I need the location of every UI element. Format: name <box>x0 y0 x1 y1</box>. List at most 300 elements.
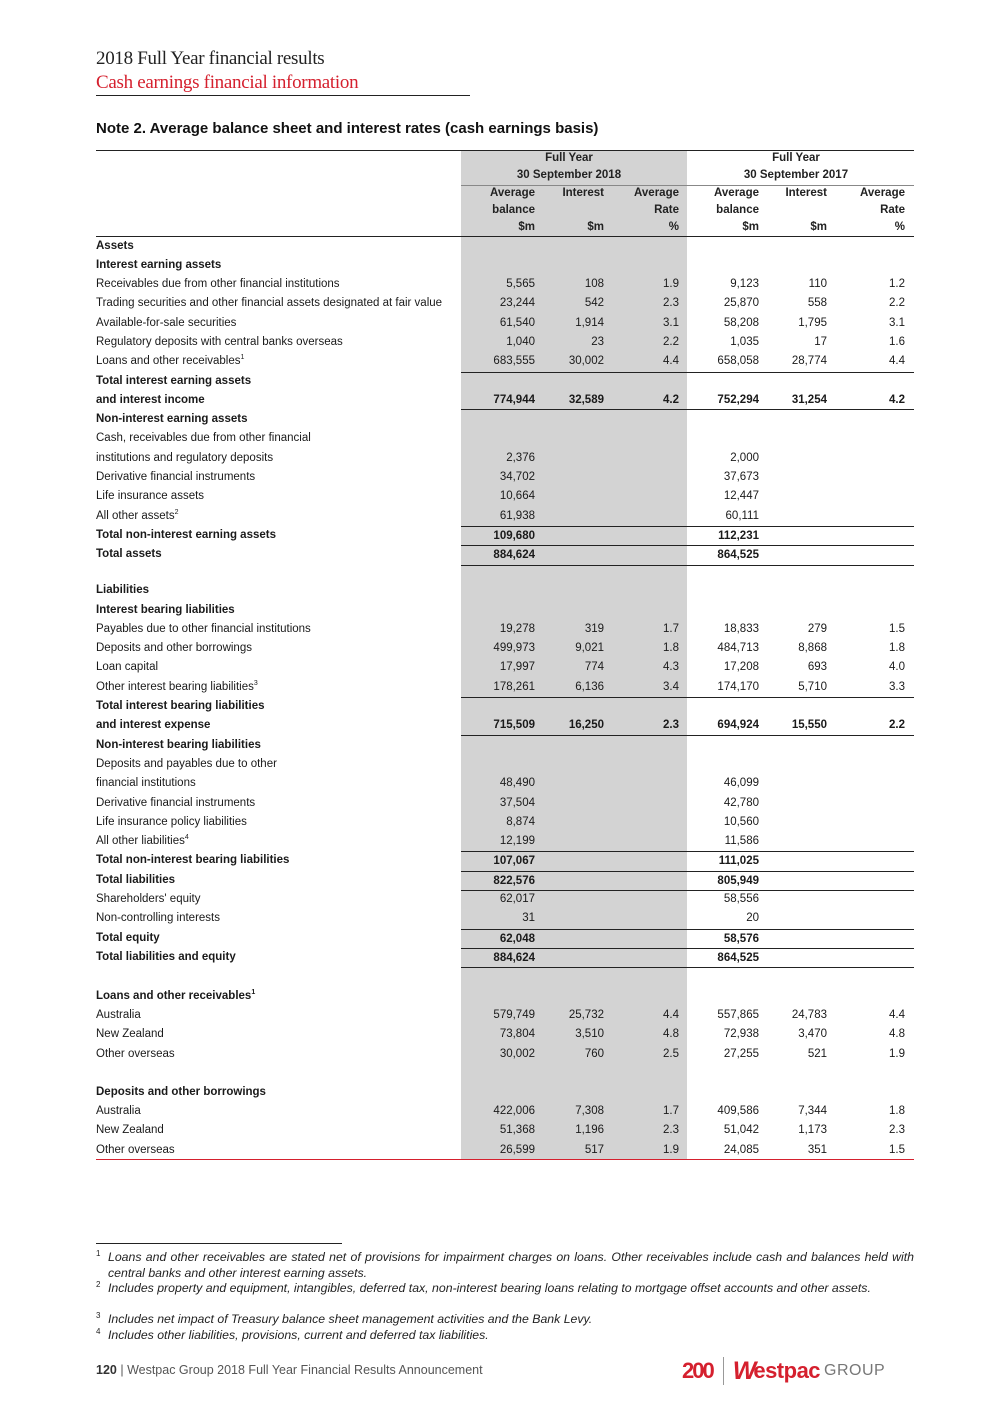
value-cell-col4: 58,556 <box>723 892 759 905</box>
value-cell-col6 <box>832 929 914 948</box>
column-header-4-line3: $m <box>742 221 759 233</box>
row-label <box>96 1025 461 1044</box>
period-2018-line2: 30 September 2018 <box>516 169 622 181</box>
value-cell-col3 <box>609 237 687 256</box>
value-cell-col6: 1.8 <box>889 1105 905 1118</box>
value-cell-col3 <box>609 468 687 487</box>
value-cell-col5 <box>764 526 832 545</box>
row-label <box>96 755 461 774</box>
value-cell-col6 <box>832 507 914 526</box>
period-header-rule <box>461 185 914 186</box>
row-label <box>96 1141 461 1160</box>
value-cell-col4 <box>687 256 764 275</box>
value-cell-col4 <box>687 601 764 620</box>
row-label <box>96 1006 461 1025</box>
footnote-ref: 1 <box>251 988 256 996</box>
value-cell-col1: 2,376 <box>506 451 535 464</box>
value-cell-col1 <box>461 372 540 391</box>
value-cell-col2 <box>540 1083 609 1102</box>
table-row <box>96 1006 914 1025</box>
value-cell-col3: 3.1 <box>663 316 679 329</box>
value-cell-col1: 822,576 <box>461 871 540 891</box>
value-cell-col3 <box>609 794 687 813</box>
column-header-6-line1: Average <box>860 187 905 199</box>
table-row <box>96 774 914 793</box>
row-label <box>96 697 461 716</box>
value-cell-col1: 37,504 <box>499 796 535 809</box>
value-cell-col2: 760 <box>584 1047 604 1060</box>
page-footer <box>96 1363 483 1377</box>
value-cell-col6: 1.2 <box>889 278 905 291</box>
row-label-text: Total non-interest bearing liabilities <box>96 854 290 867</box>
value-cell-col6: 1.5 <box>889 622 905 635</box>
value-cell-col4: 9,123 <box>730 278 759 291</box>
value-cell-col3: 3.4 <box>663 680 679 693</box>
row-label <box>96 736 461 755</box>
row-label-text: Trading securities and other financial assets designated at fair value <box>96 297 443 310</box>
footnote-text: Loans and other receivables are stated net of provisions for impairment charges on loans. Other receivables include cash and balances held with central banks and other interest earning assets. <box>108 1250 914 1280</box>
footnote-number: 3 <box>96 1311 101 1320</box>
value-cell-col5 <box>764 929 832 948</box>
row-label-text: Derivative financial instruments <box>96 796 256 809</box>
value-cell-col4: 72,938 <box>723 1028 759 1041</box>
footnote-text: Includes property and equipment, intangibles, deferred tax, non-interest bearing loans relating to mortgage offset accounts and other assets. <box>108 1281 871 1295</box>
value-cell-col5 <box>764 813 832 832</box>
row-label <box>96 429 461 448</box>
value-cell-col2: 1,914 <box>575 316 604 329</box>
column-header-5-line3: $m <box>810 221 827 233</box>
row-label-text: All other assets <box>96 509 175 522</box>
value-cell-col6: 4.4 <box>889 355 905 368</box>
value-cell-col6 <box>832 526 914 545</box>
value-cell-col5: 17 <box>814 335 827 348</box>
row-label <box>96 678 461 697</box>
row-label <box>96 620 461 639</box>
value-cell-col4 <box>687 372 764 391</box>
value-cell-col4: 2,000 <box>730 451 759 464</box>
row-label-text: Total interest earning assets <box>96 374 252 387</box>
value-cell-col5: 351 <box>807 1143 827 1156</box>
value-cell-col6: 3.1 <box>889 316 905 329</box>
value-cell-col1: 26,599 <box>499 1143 535 1156</box>
value-cell-col3: 2.5 <box>663 1047 679 1060</box>
table-section-row <box>96 929 914 948</box>
value-cell-col2 <box>540 890 609 909</box>
value-cell-col1: 30,002 <box>499 1047 535 1060</box>
row-label <box>96 294 461 313</box>
value-cell-col1: 5,565 <box>506 278 535 291</box>
table-row <box>96 1121 914 1140</box>
value-cell-col6: 1.8 <box>889 642 905 655</box>
value-cell-col3 <box>609 410 687 429</box>
value-cell-col4: 484,713 <box>717 642 759 655</box>
row-label <box>96 275 461 294</box>
row-label-text: and interest income <box>96 393 205 406</box>
value-cell-col6 <box>832 948 914 968</box>
value-cell-col2: 30,002 <box>568 355 604 368</box>
value-cell-col4: 864,525 <box>687 948 764 968</box>
value-cell-col4: 37,673 <box>723 471 759 484</box>
row-label-text: Regulatory deposits with central banks overseas <box>96 335 343 348</box>
value-cell-col5 <box>764 429 832 448</box>
row-label-text: Deposits and payables due to other <box>96 757 277 770</box>
value-cell-col3: 4.4 <box>663 1009 679 1022</box>
value-cell-col2: 6,136 <box>575 680 604 693</box>
value-cell-col5: 521 <box>807 1047 827 1060</box>
value-cell-col2: 774 <box>584 661 604 674</box>
value-cell-col2 <box>540 581 609 600</box>
period-2017-line1: Full Year <box>772 152 820 164</box>
column-header-3-line1: Average <box>634 187 679 199</box>
value-cell-col4: 42,780 <box>723 796 759 809</box>
value-cell-col3: 1.8 <box>663 642 679 655</box>
value-cell-col4 <box>687 410 764 429</box>
value-cell-col2: 542 <box>584 297 604 310</box>
value-cell-col6: 1.5 <box>889 1143 905 1156</box>
page-number: 120 <box>96 1363 117 1377</box>
value-cell-col4: 20 <box>746 912 759 925</box>
value-cell-col5 <box>764 948 832 968</box>
value-cell-col1: 1,040 <box>506 335 535 348</box>
value-cell-col2 <box>540 736 609 755</box>
table-row <box>96 678 914 697</box>
footnote-text: Includes net impact of Treasury balance sheet management activities and the Bank Levy. <box>108 1312 593 1326</box>
value-cell-col1: 61,938 <box>499 509 535 522</box>
value-cell-col4: 1,035 <box>730 335 759 348</box>
value-cell-col2: 9,021 <box>575 642 604 655</box>
row-label-text: Loans and other receivables <box>96 355 241 368</box>
column-header-2-line3: $m <box>587 221 604 233</box>
row-label <box>96 890 461 909</box>
footnote-4 <box>96 1328 914 1344</box>
table-section-row <box>96 736 914 755</box>
footnote-number: 2 <box>96 1280 101 1289</box>
value-cell-col5 <box>764 545 832 565</box>
value-cell-col2 <box>540 601 609 620</box>
value-cell-col1 <box>461 429 540 448</box>
value-cell-col5: 558 <box>807 297 827 310</box>
row-label <box>96 468 461 487</box>
value-cell-col5: 693 <box>807 661 827 674</box>
value-cell-col3 <box>609 697 687 716</box>
table-row <box>96 1045 914 1064</box>
value-cell-col2: 319 <box>584 622 604 635</box>
value-cell-col1: 8,874 <box>506 815 535 828</box>
row-label <box>96 813 461 832</box>
value-cell-col2 <box>540 929 609 948</box>
value-cell-col2 <box>540 449 609 468</box>
footnote-1 <box>96 1250 914 1281</box>
column-header-3-line3: % <box>668 221 679 233</box>
value-cell-col1: 884,624 <box>461 948 540 968</box>
column-header-5-line1: Interest <box>785 187 827 199</box>
logo-divider <box>723 1357 724 1385</box>
value-cell-col1 <box>461 1083 540 1102</box>
value-cell-col1: 884,624 <box>461 545 540 565</box>
table-bottom-rule <box>96 1159 914 1160</box>
value-cell-col3: 2.3 <box>663 1124 679 1137</box>
value-cell-col2: 32,589 <box>540 391 609 410</box>
row-label <box>96 545 461 565</box>
value-cell-col3 <box>609 813 687 832</box>
value-cell-col3 <box>609 256 687 275</box>
value-cell-col6 <box>832 372 914 391</box>
value-cell-col2 <box>540 948 609 968</box>
value-cell-col6: 1.6 <box>889 335 905 348</box>
value-cell-col1: 48,490 <box>499 777 535 790</box>
table-section-row <box>96 391 914 410</box>
row-label-text: New Zealand <box>96 1124 164 1137</box>
logo-w: W <box>732 1356 754 1385</box>
value-cell-col6: 4.8 <box>889 1028 905 1041</box>
row-label <box>96 832 461 851</box>
table-row <box>96 429 914 448</box>
value-cell-col3 <box>609 774 687 793</box>
value-cell-col5 <box>764 851 832 870</box>
row-label-text: Total liabilities <box>96 873 176 886</box>
value-cell-col6 <box>832 736 914 755</box>
row-label <box>96 794 461 813</box>
table-row <box>96 1102 914 1121</box>
value-cell-col3 <box>609 429 687 448</box>
column-header-4-line2: balance <box>716 204 759 216</box>
value-cell-col3: 4.4 <box>663 355 679 368</box>
value-cell-col5 <box>764 372 832 391</box>
row-label-text: and interest expense <box>96 719 211 732</box>
document-title: 2018 Full Year financial results <box>96 48 325 69</box>
value-cell-col3 <box>609 1083 687 1102</box>
value-cell-col1 <box>461 736 540 755</box>
value-cell-col1 <box>461 410 540 429</box>
row-label <box>96 352 461 371</box>
footnote-ref: 4 <box>184 834 189 842</box>
value-cell-col1: 62,048 <box>461 929 540 948</box>
value-cell-col3 <box>609 736 687 755</box>
row-label-text: Cash, receivables due from other financial <box>96 432 311 445</box>
row-label-text: Shareholders' equity <box>96 892 201 905</box>
row-label-text: Payables due to other financial institutions <box>96 622 311 635</box>
value-cell-col6: 4.2 <box>832 391 914 410</box>
table-row <box>96 620 914 639</box>
column-header-6-line3: % <box>894 221 905 233</box>
value-cell-col1: 51,368 <box>499 1124 535 1137</box>
value-cell-col1: 17,997 <box>499 661 535 674</box>
footnote-number: 1 <box>96 1249 101 1258</box>
value-cell-col2 <box>540 774 609 793</box>
value-cell-col3 <box>609 851 687 870</box>
row-label <box>96 333 461 352</box>
value-cell-col3 <box>609 948 687 968</box>
value-cell-col6 <box>832 487 914 506</box>
value-cell-col1: 73,804 <box>499 1028 535 1041</box>
row-label <box>96 658 461 677</box>
value-cell-col5: 1,173 <box>798 1124 827 1137</box>
value-cell-col5: 3,470 <box>798 1028 827 1041</box>
row-label-text: Life insurance assets <box>96 490 205 503</box>
value-cell-col1: 579,749 <box>493 1009 535 1022</box>
value-cell-col5: 1,795 <box>798 316 827 329</box>
table-section-row <box>96 526 914 545</box>
value-cell-col3 <box>609 545 687 565</box>
value-cell-col2: 25,732 <box>568 1009 604 1022</box>
value-cell-col2 <box>540 755 609 774</box>
row-label <box>96 1045 461 1064</box>
value-cell-col6 <box>832 410 914 429</box>
period-2018-line1: Full Year <box>545 152 593 164</box>
value-cell-col5: 110 <box>808 278 827 291</box>
value-cell-col1: 19,278 <box>499 622 535 635</box>
table-section-row <box>96 948 914 967</box>
row-label-text: institutions and regulatory deposits <box>96 451 274 464</box>
value-cell-col3 <box>609 909 687 928</box>
column-header-3-line2: Rate <box>654 204 679 216</box>
row-spacer <box>96 967 914 987</box>
value-cell-col5 <box>764 507 832 526</box>
row-label-text: Non-interest bearing liabilities <box>96 738 261 751</box>
column-header-1-line2: balance <box>492 204 535 216</box>
value-cell-col3: 1.7 <box>663 1105 679 1118</box>
value-cell-col5: 31,254 <box>764 391 832 410</box>
value-cell-col1: 61,540 <box>499 316 535 329</box>
table-section-row <box>96 871 914 890</box>
value-cell-col1: 774,944 <box>461 391 540 410</box>
value-cell-col2 <box>540 851 609 870</box>
value-cell-col1 <box>461 581 540 600</box>
value-cell-col6 <box>832 755 914 774</box>
value-cell-col4: 752,294 <box>687 391 764 410</box>
value-cell-col2 <box>540 987 609 1006</box>
row-label-text: Non-controlling interests <box>96 912 221 925</box>
table-section-row <box>96 716 914 735</box>
value-cell-col4: 24,085 <box>723 1143 759 1156</box>
value-cell-col1: 422,006 <box>493 1105 535 1118</box>
table-row <box>96 1025 914 1044</box>
row-label <box>96 639 461 658</box>
value-cell-col4: 27,255 <box>723 1047 759 1060</box>
value-cell-col2 <box>540 468 609 487</box>
value-cell-col1: 34,702 <box>499 471 535 484</box>
row-label-text: Other overseas <box>96 1143 175 1156</box>
value-cell-col3: 2.3 <box>663 297 679 310</box>
value-cell-col1: 109,680 <box>461 526 540 545</box>
value-cell-col5 <box>764 1083 832 1102</box>
footnote-3 <box>96 1312 914 1328</box>
value-cell-col2 <box>540 526 609 545</box>
value-cell-col5 <box>764 755 832 774</box>
value-cell-col6 <box>832 794 914 813</box>
row-label <box>96 410 461 429</box>
value-cell-col4: 174,170 <box>717 680 759 693</box>
table-section-row <box>96 581 914 600</box>
footnote-text: Includes other liabilities, provisions, current and deferred tax liabilities. <box>108 1328 489 1342</box>
value-cell-col1 <box>461 697 540 716</box>
value-cell-col5 <box>764 890 832 909</box>
value-cell-col1: 178,261 <box>493 680 535 693</box>
table-row <box>96 1141 914 1160</box>
value-cell-col4: 58,208 <box>723 316 759 329</box>
value-cell-col3 <box>609 449 687 468</box>
value-cell-col3 <box>609 890 687 909</box>
value-cell-col2 <box>540 410 609 429</box>
value-cell-col5: 5,710 <box>798 680 827 693</box>
value-cell-col5 <box>764 237 832 256</box>
row-label-text: financial institutions <box>96 777 196 790</box>
value-cell-col3: 2.3 <box>609 716 687 735</box>
value-cell-col4: 58,576 <box>687 929 764 948</box>
value-cell-col1: 12,199 <box>499 835 535 848</box>
value-cell-col6: 4.4 <box>889 1009 905 1022</box>
row-label <box>96 774 461 793</box>
table-row <box>96 658 914 677</box>
row-label <box>96 1121 461 1140</box>
row-label-text: Interest bearing liabilities <box>96 603 235 616</box>
value-cell-col4: 12,447 <box>723 490 759 503</box>
row-label-text: Available-for-sale securities <box>96 316 237 329</box>
row-label-text: Total liabilities and equity <box>96 950 236 963</box>
row-label-text: New Zealand <box>96 1028 164 1041</box>
value-cell-col6: 3.3 <box>889 680 905 693</box>
value-cell-col5: 24,783 <box>791 1009 827 1022</box>
value-cell-col6: 2.2 <box>832 716 914 735</box>
table-row <box>96 755 914 774</box>
value-cell-col3: 4.8 <box>663 1028 679 1041</box>
value-cell-col2 <box>540 372 609 391</box>
table-row <box>96 487 914 506</box>
value-cell-col4 <box>687 755 764 774</box>
value-cell-col1 <box>461 237 540 256</box>
value-cell-col3: 4.2 <box>609 391 687 410</box>
value-cell-col5 <box>764 832 832 851</box>
value-cell-col2 <box>540 794 609 813</box>
value-cell-col6 <box>832 449 914 468</box>
table-section-row <box>96 987 914 1006</box>
value-cell-col6: 2.2 <box>889 297 905 310</box>
value-cell-col4: 18,833 <box>723 622 759 635</box>
row-label <box>96 851 461 870</box>
row-label <box>96 987 461 1006</box>
value-cell-col2 <box>540 697 609 716</box>
value-cell-col5 <box>764 256 832 275</box>
table-section-row <box>96 851 914 870</box>
value-cell-col4: 805,949 <box>687 871 764 891</box>
value-cell-col6 <box>832 832 914 851</box>
title-divider <box>96 95 470 96</box>
row-label <box>96 314 461 333</box>
value-cell-col2: 7,308 <box>575 1105 604 1118</box>
row-label-text: Total assets <box>96 548 162 561</box>
table-row <box>96 314 914 333</box>
row-label-text: Loans and other receivables <box>96 989 252 1002</box>
value-cell-col2 <box>540 832 609 851</box>
value-cell-col3 <box>609 487 687 506</box>
value-cell-col6 <box>832 581 914 600</box>
value-cell-col4: 112,231 <box>687 526 764 545</box>
value-cell-col6 <box>832 871 914 891</box>
value-cell-col4: 60,111 <box>725 509 759 522</box>
table-row <box>96 275 914 294</box>
footnote-divider <box>96 1243 342 1244</box>
value-cell-col4: 111,025 <box>687 851 764 870</box>
row-label <box>96 929 461 948</box>
value-cell-col5 <box>764 449 832 468</box>
logo-group: GROUP <box>824 1362 886 1379</box>
row-label <box>96 449 461 468</box>
table-row <box>96 294 914 313</box>
value-cell-col4 <box>687 1083 764 1102</box>
value-cell-col6: 4.0 <box>889 661 905 674</box>
value-cell-col5 <box>764 601 832 620</box>
row-label <box>96 716 461 735</box>
